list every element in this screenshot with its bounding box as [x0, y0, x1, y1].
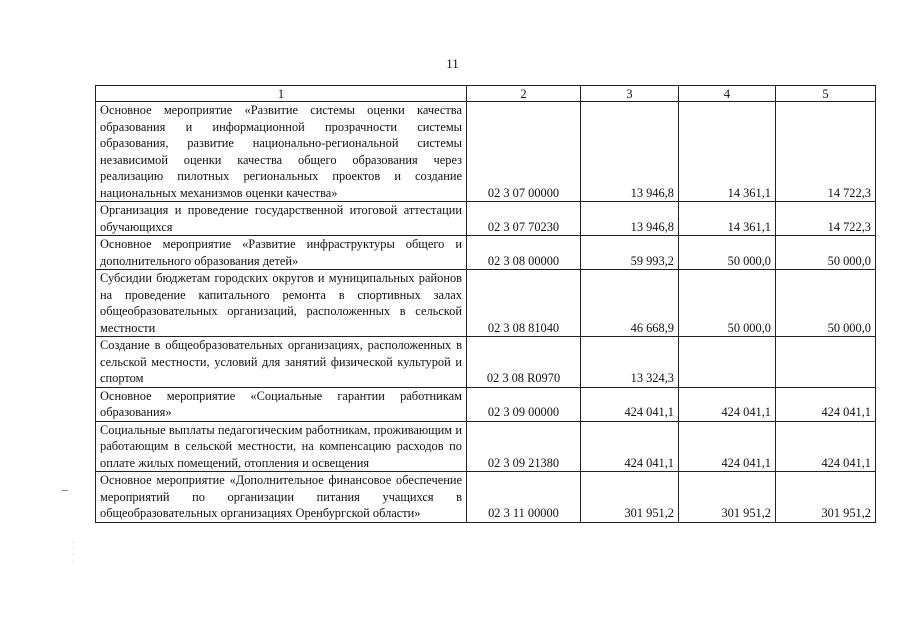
column-header-2: 2	[467, 86, 581, 102]
row-code: 02 3 08 81040	[467, 270, 581, 337]
row-code: 02 3 09 00000	[467, 387, 581, 421]
row-name: Основное мероприятие «Развитие инфраструктуры общего и дополнительного образования детей»	[96, 236, 467, 270]
row-value-col4: 50 000,0	[679, 236, 776, 270]
row-name: Основное мероприятие «Социальные гарантии работникам образования»	[96, 387, 467, 421]
table-header-row	[96, 86, 876, 102]
row-value-col5: 424 041,1	[776, 387, 876, 421]
row-name: Основное мероприятие «Дополнительное финансовое обеспечение мероприятий по организации питания учащихся в общеобразовательных организациях Оренбургской области»	[96, 472, 467, 523]
column-header-4: 4	[679, 86, 776, 102]
table-row	[96, 472, 876, 523]
column-header-1: 1	[96, 86, 467, 102]
row-value-col3: 301 951,2	[581, 472, 679, 523]
table-row	[96, 387, 876, 421]
row-value-col4: 50 000,0	[679, 270, 776, 337]
row-name: Организация и проведение государственной итоговой аттестации обучающихся	[96, 202, 467, 236]
row-value-col4: 301 951,2	[679, 472, 776, 523]
row-value-col4: 424 041,1	[679, 387, 776, 421]
row-value-col5: 50 000,0	[776, 236, 876, 270]
table-row	[96, 421, 876, 472]
margin-mark	[62, 490, 68, 491]
table-row	[96, 236, 876, 270]
row-code: 02 3 07 00000	[467, 102, 581, 202]
row-name: Социальные выплаты педагогическим работникам, проживающим и работающим в сельской местности, на компенсацию расходов по оплате жилых помещений, отопления и освещения	[96, 421, 467, 472]
row-value-col3: 424 041,1	[581, 421, 679, 472]
row-value-col5: 424 041,1	[776, 421, 876, 472]
row-value-col3: 59 993,2	[581, 236, 679, 270]
row-value-col5: 301 951,2	[776, 472, 876, 523]
row-value-col4: 14 361,1	[679, 202, 776, 236]
page-number: 11	[446, 56, 459, 71]
row-value-col4: 14 361,1	[679, 102, 776, 202]
row-value-col3: 13 946,8	[581, 202, 679, 236]
row-code: 02 3 08 00000	[467, 236, 581, 270]
margin-dots: · · · ·	[72, 540, 74, 564]
row-value-col5	[776, 337, 876, 388]
row-value-col4	[679, 337, 776, 388]
table-row	[96, 202, 876, 236]
row-value-col5: 50 000,0	[776, 270, 876, 337]
column-header-5: 5	[776, 86, 876, 102]
row-code: 02 3 08 R0970	[467, 337, 581, 388]
row-name: Создание в общеобразовательных организациях, расположенных в сельской местности, условий для занятий физической культурой и спортом	[96, 337, 467, 388]
row-value-col5: 14 722,3	[776, 102, 876, 202]
row-value-col3: 424 041,1	[581, 387, 679, 421]
table-row	[96, 270, 876, 337]
row-code: 02 3 11 00000	[467, 472, 581, 523]
column-header-3: 3	[581, 86, 679, 102]
row-value-col5: 14 722,3	[776, 202, 876, 236]
row-value-col3: 13 324,3	[581, 337, 679, 388]
table-row	[96, 337, 876, 388]
row-name: Основное мероприятие «Развитие системы оценки качества образования и информационной прозрачности системы образования, развитие национально-региональной системы независимой оценки качества общего образования через реализацию пилотных региональных проектов и создание национальных механизмов оценки качества»	[96, 102, 467, 202]
row-value-col3: 13 946,8	[581, 102, 679, 202]
row-code: 02 3 09 21380	[467, 421, 581, 472]
row-value-col4: 424 041,1	[679, 421, 776, 472]
budget-table	[95, 85, 876, 523]
row-name: Субсидии бюджетам городских округов и муниципальных районов на проведение капитального ремонта в спортивных залах общеобразовательных организаций, расположенных в сельской местности	[96, 270, 467, 337]
row-code: 02 3 07 70230	[467, 202, 581, 236]
row-value-col3: 46 668,9	[581, 270, 679, 337]
table-row	[96, 102, 876, 202]
